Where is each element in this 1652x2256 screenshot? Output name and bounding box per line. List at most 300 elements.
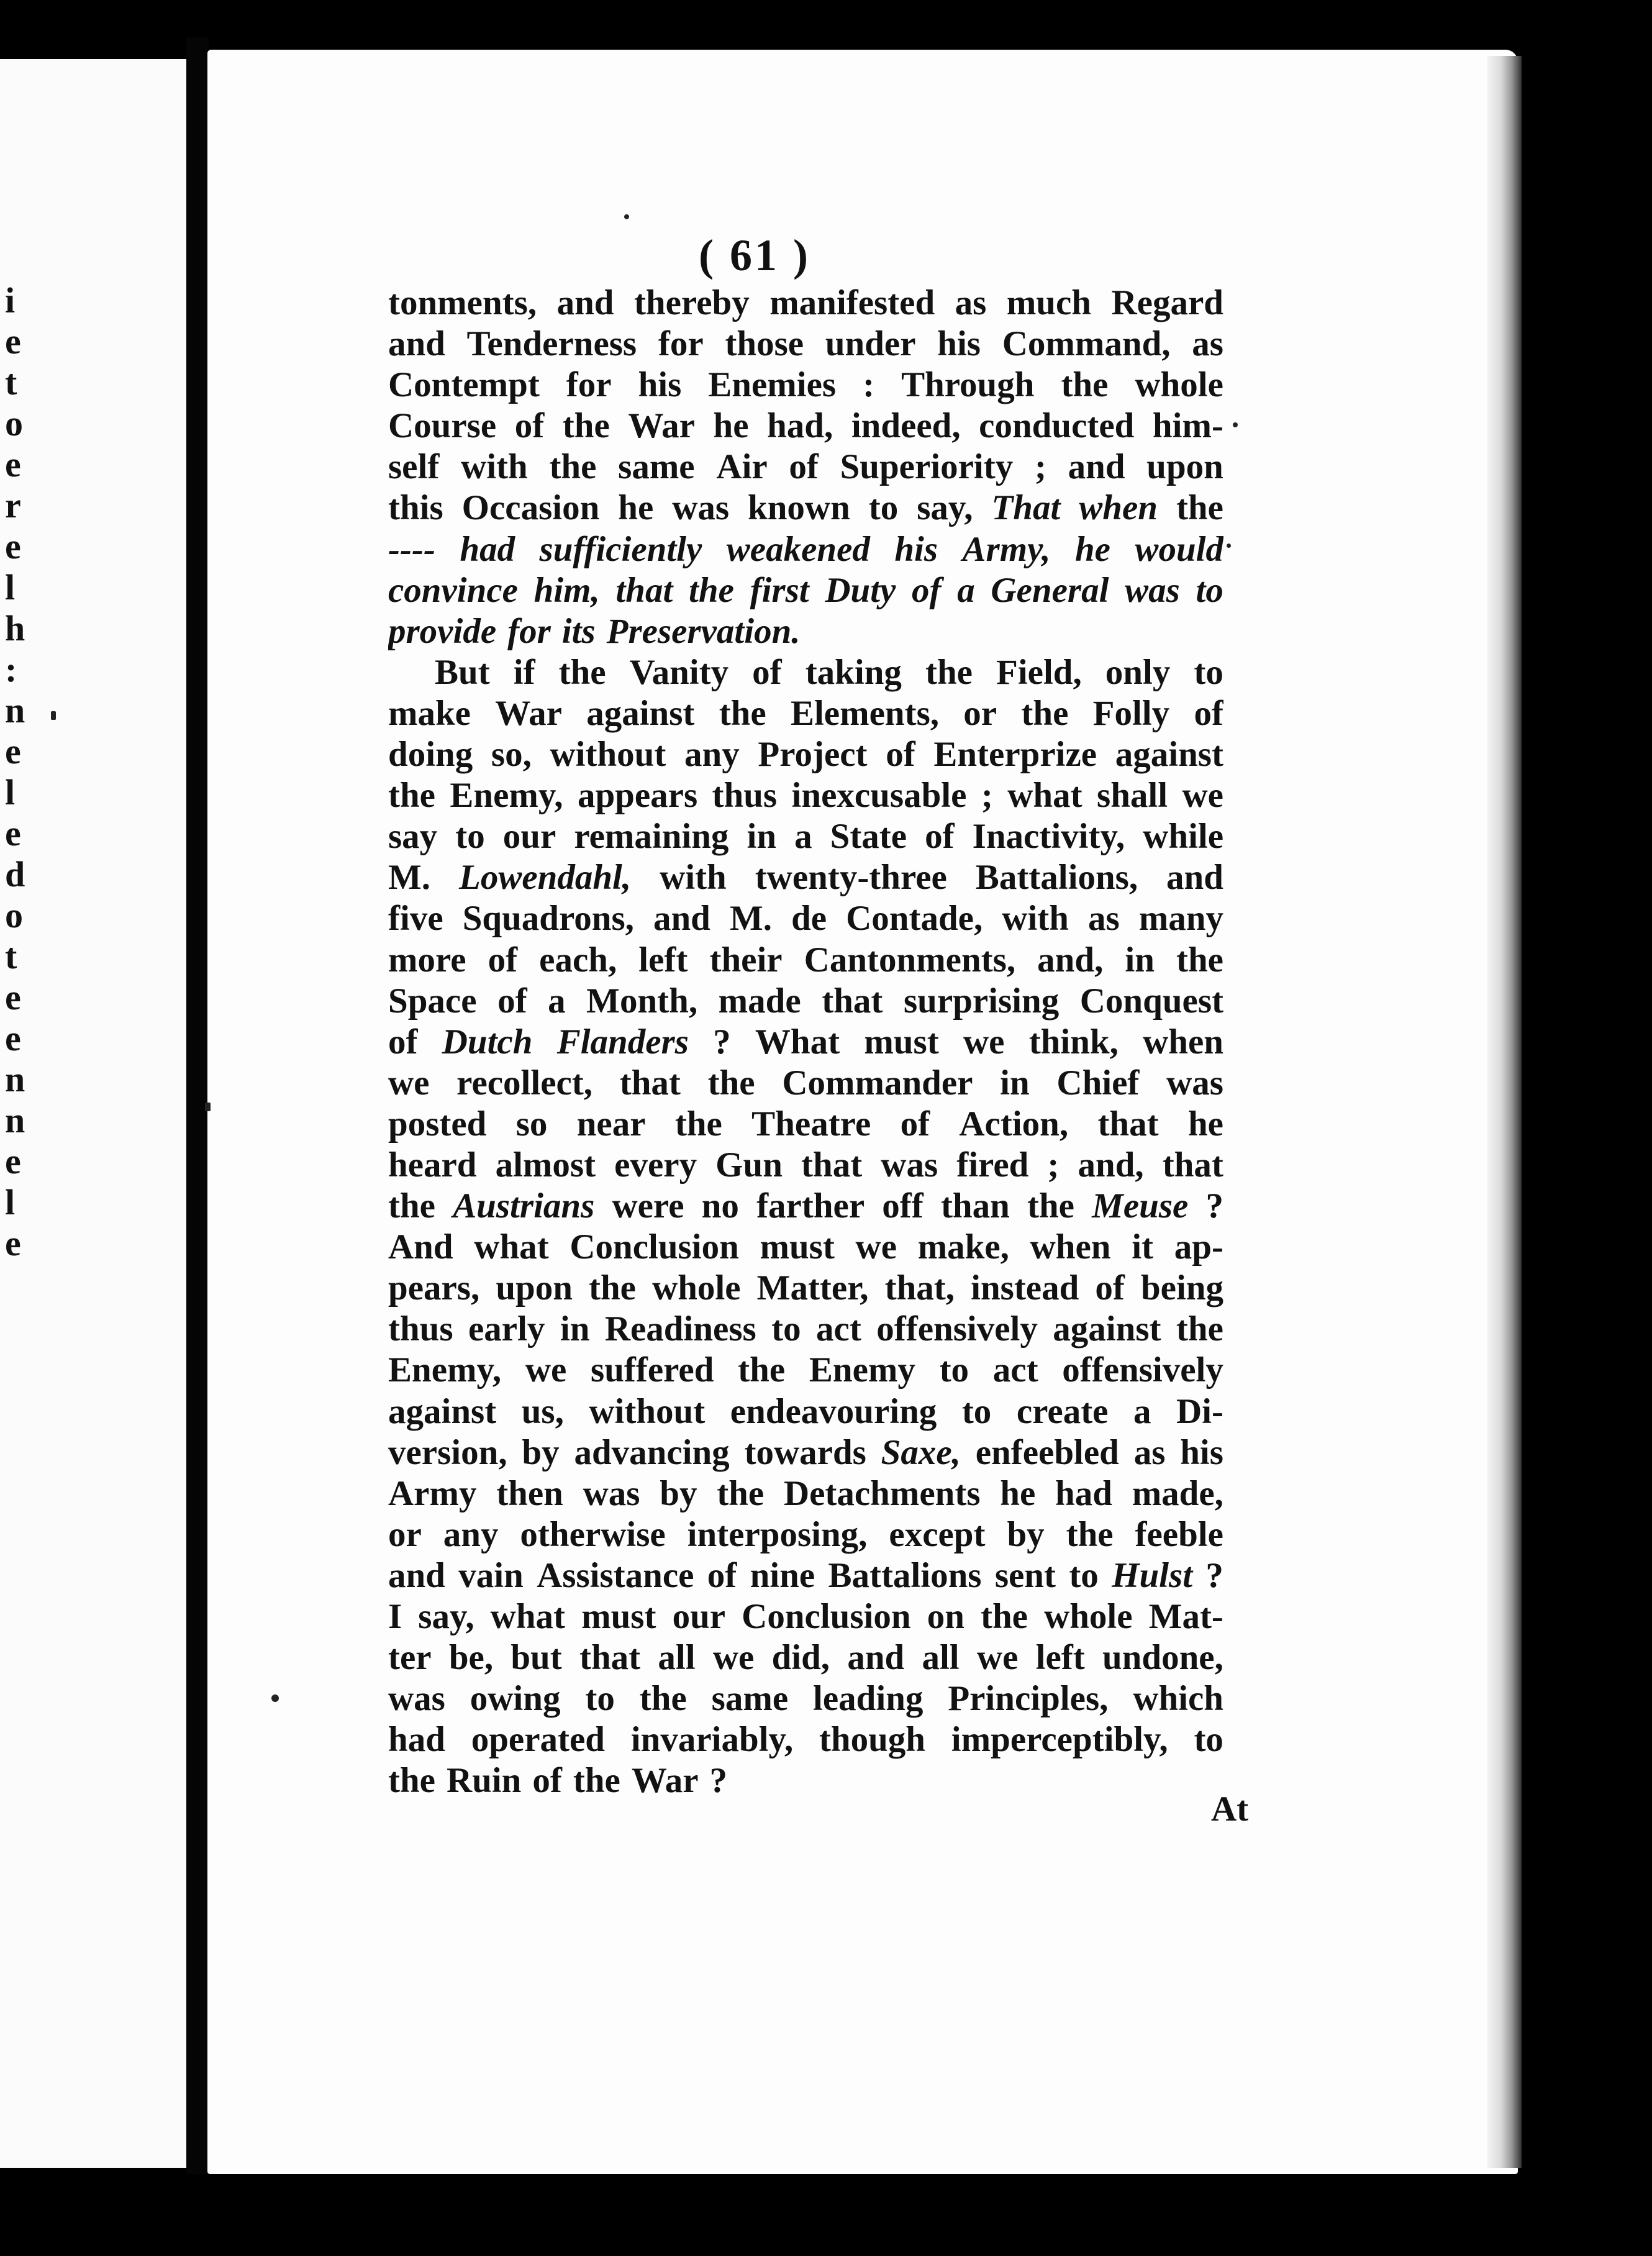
- text-word: :: [863, 365, 875, 405]
- text-word: or: [388, 1514, 422, 1554]
- text-word: I: [388, 1597, 402, 1636]
- text-word: what: [490, 1597, 566, 1636]
- text-word: Assistance: [537, 1555, 694, 1595]
- text-line: [388, 898, 1223, 939]
- text-word: Contempt: [388, 365, 540, 405]
- text-word: so: [515, 1104, 548, 1144]
- text-word: a: [1133, 1391, 1151, 1431]
- text-word: posted: [388, 1104, 487, 1144]
- text-word: the: [689, 570, 734, 610]
- text-word: this: [388, 488, 443, 528]
- margin-glyph: l: [5, 772, 16, 812]
- text-word: many: [1138, 899, 1223, 939]
- text-word: to: [1069, 1555, 1099, 1595]
- text-word: ?: [713, 1022, 731, 1062]
- text-word: the: [573, 1761, 620, 1801]
- text-line: [388, 488, 1223, 529]
- text-word: the: [562, 406, 610, 446]
- page-edge-shadow: [1487, 56, 1522, 2168]
- text-word: the: [980, 1597, 1028, 1636]
- text-word: Matter,: [756, 1268, 869, 1308]
- text-line: [388, 365, 1223, 406]
- text-word: Lowendahl,: [459, 858, 632, 898]
- text-word: our: [502, 817, 556, 857]
- text-word: without: [589, 1391, 706, 1431]
- text-word: conducted: [979, 406, 1135, 446]
- margin-glyph: :: [5, 649, 17, 689]
- text-word: had: [460, 529, 515, 569]
- text-word: imperceptibly,: [951, 1720, 1168, 1760]
- text-word: against: [388, 1391, 497, 1431]
- text-word: Vanity: [629, 652, 729, 692]
- text-line: [388, 1350, 1223, 1391]
- text-word: when: [1079, 488, 1158, 528]
- text-line: [388, 283, 1223, 324]
- text-word: against: [1053, 1309, 1161, 1349]
- text-word: recollect,: [456, 1063, 593, 1103]
- text-word: Course: [388, 406, 497, 446]
- text-word: Action,: [959, 1104, 1069, 1144]
- margin-glyph: e: [5, 444, 21, 484]
- text-word: the: [1066, 1514, 1114, 1554]
- text-word: and,: [1037, 940, 1104, 980]
- text-word: he: [618, 488, 654, 528]
- text-word: the: [589, 1268, 636, 1308]
- text-line: [388, 1309, 1223, 1350]
- text-word: except: [889, 1514, 986, 1554]
- text-word: against: [1115, 735, 1223, 775]
- margin-glyph: n: [5, 1100, 25, 1140]
- margin-glyph: d: [5, 854, 25, 894]
- text-word: upon: [496, 1268, 573, 1308]
- text-word: State: [830, 817, 907, 857]
- text-word: Conclusion: [742, 1597, 911, 1636]
- text-word: were: [612, 1186, 684, 1226]
- margin-glyph: n: [5, 1059, 25, 1099]
- margin-glyph: e: [5, 526, 21, 566]
- text-line: [388, 1637, 1223, 1678]
- text-word: Project: [758, 735, 868, 775]
- text-word: more: [388, 940, 466, 980]
- text-word: leading: [813, 1679, 924, 1719]
- text-line: [388, 1678, 1223, 1719]
- text-word: was: [881, 1145, 938, 1185]
- text-word: Principles,: [948, 1679, 1109, 1719]
- text-line: [388, 857, 1223, 898]
- text-word: ;: [1047, 1145, 1060, 1185]
- text-word: the: [674, 1104, 722, 1144]
- ink-speck: [205, 1103, 211, 1111]
- margin-glyph: t: [5, 362, 17, 403]
- text-word: otherwise: [520, 1514, 666, 1554]
- text-word: endeavouring: [730, 1391, 937, 1431]
- text-word: our: [672, 1597, 726, 1636]
- text-word: Gun: [715, 1145, 783, 1185]
- text-word: Field,: [996, 652, 1082, 692]
- text-word: and: [847, 1638, 905, 1678]
- ink-speck: [1233, 422, 1238, 427]
- text-word: sent: [994, 1555, 1056, 1595]
- text-word: Enemy,: [450, 776, 563, 816]
- text-word: Tenderness: [466, 324, 637, 364]
- text-word: was: [388, 1679, 445, 1719]
- text-word: thus: [388, 1309, 453, 1349]
- text-word: him,: [533, 570, 600, 610]
- text-line: [388, 981, 1223, 1022]
- text-word: as: [955, 283, 987, 322]
- text-word: Folly: [1092, 693, 1170, 733]
- text-word: left: [638, 940, 688, 980]
- text-word: five: [388, 899, 443, 939]
- text-word: of: [488, 940, 518, 980]
- text-word: each,: [539, 940, 617, 980]
- text-word: we: [855, 1227, 897, 1267]
- text-word: of: [388, 1022, 418, 1062]
- text-word: in: [1000, 1063, 1030, 1103]
- text-word: fired: [956, 1145, 1029, 1185]
- text-word: as: [1192, 324, 1223, 364]
- text-word: Detachments: [783, 1473, 981, 1513]
- text-word: and: [1068, 447, 1125, 487]
- text-word: Preservation.: [606, 611, 801, 651]
- text-line: [388, 447, 1223, 488]
- margin-glyph: e: [5, 321, 21, 362]
- text-word: off: [882, 1186, 924, 1226]
- text-word: only: [1105, 652, 1171, 692]
- text-word: the: [717, 1473, 765, 1513]
- text-word: we: [388, 1063, 430, 1103]
- text-word: without: [550, 735, 666, 775]
- text-line: [388, 1022, 1223, 1063]
- text-word: the: [388, 776, 435, 816]
- text-word: to: [1196, 570, 1223, 610]
- text-word: same: [618, 447, 695, 487]
- text-word: the: [1176, 488, 1223, 528]
- text-word: Superiority: [840, 447, 1014, 487]
- text-word: though: [819, 1720, 925, 1760]
- text-word: sufficiently: [539, 529, 702, 569]
- text-word: same: [711, 1679, 789, 1719]
- text-word: we: [976, 1638, 1019, 1678]
- text-word: which: [1133, 1679, 1223, 1719]
- margin-glyph: l: [5, 1182, 16, 1222]
- text-word: we: [1182, 776, 1223, 816]
- text-word: Army: [388, 1473, 477, 1513]
- text-word: whole: [652, 1268, 741, 1308]
- text-word: Inactivity,: [972, 817, 1125, 857]
- text-word: pears,: [388, 1268, 480, 1308]
- text-word: in: [747, 817, 777, 857]
- text-word: was: [583, 1473, 640, 1513]
- text-word: with: [1002, 899, 1069, 939]
- text-word: to: [1194, 652, 1223, 692]
- text-word: Saxe,: [881, 1432, 961, 1472]
- text-word: that: [822, 981, 883, 1021]
- text-word: to: [585, 1679, 615, 1719]
- text-word: feeble: [1135, 1514, 1223, 1554]
- text-word: when: [1030, 1227, 1111, 1267]
- text-word: whole: [1135, 365, 1223, 405]
- text-word: say: [388, 817, 438, 857]
- text-word: a: [957, 570, 975, 610]
- text-word: Squadrons,: [462, 899, 634, 939]
- text-word: Battalions,: [975, 858, 1138, 898]
- text-word: his: [638, 365, 682, 405]
- text-word: what: [474, 1227, 549, 1267]
- text-word: with: [660, 858, 727, 898]
- text-word: surprising: [903, 981, 1060, 1021]
- text-word: to: [1194, 1720, 1223, 1760]
- text-word: its: [561, 611, 596, 651]
- text-word: provide: [388, 611, 497, 651]
- text-word: us,: [521, 1391, 564, 1431]
- text-word: that: [615, 570, 673, 610]
- text-word: of: [707, 1555, 737, 1595]
- text-word: make,: [917, 1227, 1009, 1267]
- margin-glyph: e: [5, 1141, 21, 1181]
- margin-glyph: l: [5, 567, 16, 607]
- text-word: he: [713, 406, 749, 446]
- text-word: act: [992, 1350, 1038, 1390]
- text-word: the: [925, 652, 973, 692]
- text-word: Enemies: [708, 365, 837, 405]
- text-line: [388, 1596, 1223, 1637]
- text-word: manifested: [769, 283, 935, 322]
- text-word: inexcusable: [791, 776, 967, 816]
- text-word: War: [628, 406, 695, 446]
- text-word: Di-: [1176, 1391, 1223, 1431]
- text-word: Ruin: [446, 1761, 522, 1801]
- text-line: [388, 940, 1223, 981]
- text-word: we: [712, 1638, 755, 1678]
- text-word: of: [1095, 1268, 1125, 1308]
- text-word: had,: [767, 406, 833, 446]
- text-word: the: [1021, 693, 1069, 733]
- text-word: Through: [901, 365, 1035, 405]
- text-line: [388, 611, 1223, 652]
- text-word: Enterprize: [933, 735, 1097, 775]
- facing-page-left: [0, 59, 189, 2168]
- text-word: the: [707, 1063, 755, 1103]
- text-word: say,: [418, 1597, 474, 1636]
- margin-glyph: i: [5, 280, 16, 321]
- text-word: any: [443, 1514, 499, 1554]
- ink-speck: [624, 214, 629, 219]
- text-word: the: [1176, 940, 1223, 980]
- text-word: Commander: [782, 1063, 973, 1103]
- text-word: and: [1166, 858, 1223, 898]
- text-word: then: [496, 1473, 563, 1513]
- text-line: [388, 775, 1223, 816]
- text-line: [388, 406, 1223, 447]
- text-line: [388, 652, 1223, 693]
- text-word: must: [760, 1227, 835, 1267]
- text-word: indeed,: [851, 406, 961, 446]
- text-word: of: [497, 981, 527, 1021]
- margin-glyph: r: [5, 485, 21, 525]
- text-word: made: [718, 981, 801, 1021]
- text-word: in: [1125, 940, 1155, 980]
- text-line: [388, 1227, 1223, 1268]
- text-word: of: [900, 1104, 930, 1144]
- text-word: Command,: [1002, 324, 1171, 364]
- ink-speck: [51, 711, 56, 720]
- text-word: that: [579, 1638, 641, 1678]
- text-word: as: [1088, 899, 1120, 939]
- text-word: shall: [1097, 776, 1168, 816]
- text-word: think,: [1028, 1022, 1119, 1062]
- text-word: create: [1016, 1391, 1109, 1431]
- text-word: ;: [1034, 447, 1046, 487]
- text-word: thus: [712, 776, 778, 816]
- text-line: [388, 734, 1223, 775]
- text-word: being: [1140, 1268, 1223, 1308]
- text-line: [388, 1063, 1223, 1104]
- text-word: almost: [495, 1145, 596, 1185]
- text-word: heard: [388, 1145, 477, 1185]
- text-word: Conquest: [1079, 981, 1223, 1021]
- text-word: Enemy: [809, 1350, 915, 1390]
- text-word: the: [558, 652, 606, 692]
- text-word: on: [927, 1597, 964, 1636]
- text-word: Mat-: [1148, 1597, 1223, 1636]
- text-word: Air: [716, 447, 768, 487]
- text-word: to: [939, 1350, 969, 1390]
- text-word: of: [789, 447, 819, 487]
- text-word: all: [658, 1638, 696, 1678]
- text-word: for: [566, 365, 612, 405]
- text-word: doing: [388, 735, 473, 775]
- text-word: must: [864, 1022, 939, 1062]
- text-word: was: [1125, 570, 1180, 610]
- text-word: War: [495, 693, 562, 733]
- text-word: his: [894, 529, 938, 569]
- text-word: ?: [1205, 1555, 1223, 1595]
- text-word: that: [801, 1145, 863, 1185]
- text-word: Enemy,: [388, 1350, 502, 1390]
- text-line: [388, 693, 1223, 734]
- text-line: [388, 570, 1223, 611]
- text-word: had: [388, 1720, 445, 1760]
- text-word: those: [725, 324, 804, 364]
- text-word: the: [1061, 365, 1109, 405]
- text-word: Dutch: [442, 1022, 533, 1062]
- text-line: [388, 1514, 1223, 1555]
- text-word: thereby: [633, 283, 750, 322]
- text-word: Cantonments,: [804, 940, 1016, 980]
- text-word: ter: [388, 1638, 432, 1678]
- text-word: we: [525, 1350, 567, 1390]
- text-word: that: [1162, 1145, 1223, 1185]
- text-word: to: [455, 817, 485, 857]
- text-word: or: [963, 693, 997, 733]
- text-word: M.: [388, 858, 431, 898]
- text-word: the: [549, 447, 597, 487]
- text-word: General: [991, 570, 1109, 610]
- text-word: Army,: [962, 529, 1051, 569]
- text-word: tonments,: [388, 283, 537, 322]
- text-word: invariably,: [630, 1720, 794, 1760]
- text-word: offensively: [1062, 1350, 1223, 1390]
- text-word: early: [468, 1309, 545, 1349]
- text-word: made,: [1132, 1473, 1223, 1513]
- text-word: near: [576, 1104, 646, 1144]
- text-word: And: [388, 1227, 453, 1267]
- text-word: weakened: [726, 529, 870, 569]
- text-line: [388, 1760, 1223, 1801]
- text-line: [388, 1473, 1223, 1514]
- text-word: he: [1000, 1473, 1036, 1513]
- text-word: every: [614, 1145, 697, 1185]
- text-line: [388, 324, 1223, 365]
- text-word: first: [750, 570, 809, 610]
- text-line: [388, 1719, 1223, 1760]
- text-word: and: [388, 324, 445, 364]
- text-word: that,: [884, 1268, 955, 1308]
- text-word: Theatre: [751, 1104, 871, 1144]
- text-word: twenty-three: [755, 858, 947, 898]
- text-word: his: [1180, 1432, 1223, 1472]
- text-word: Month,: [586, 981, 698, 1021]
- text-word: but: [511, 1638, 562, 1678]
- text-word: But: [435, 652, 490, 692]
- text-word: all: [922, 1638, 960, 1678]
- text-word: to: [961, 1391, 992, 1431]
- text-word: Occasion: [461, 488, 600, 528]
- text-word: offensively: [876, 1309, 1038, 1349]
- text-word: whole: [1044, 1597, 1133, 1636]
- text-word: a: [794, 817, 812, 857]
- text-word: he: [1187, 1104, 1223, 1144]
- margin-glyph: e: [5, 731, 21, 771]
- text-word: no: [701, 1186, 739, 1226]
- page-number: ( 61 ): [699, 230, 810, 280]
- text-word: and: [556, 283, 614, 322]
- margin-glyph: e: [5, 1223, 21, 1263]
- margin-glyph: o: [5, 895, 23, 935]
- text-word: the: [738, 1350, 786, 1390]
- text-word: the: [388, 1186, 435, 1226]
- text-word: Contade,: [846, 899, 983, 939]
- margin-glyph: o: [5, 403, 23, 443]
- text-word: that: [1097, 1104, 1159, 1144]
- text-word: advancing: [574, 1432, 730, 1472]
- text-word: enfeebled: [975, 1432, 1119, 1472]
- text-word: of: [514, 406, 545, 446]
- text-word: for: [658, 324, 704, 364]
- text-word: the: [1027, 1186, 1074, 1226]
- text-word: the: [388, 1761, 435, 1801]
- text-word: left: [1035, 1638, 1085, 1678]
- text-word: ;: [981, 776, 993, 816]
- text-word: while: [1143, 817, 1223, 857]
- text-line: [388, 1186, 1223, 1227]
- text-word: by: [1007, 1514, 1045, 1554]
- ink-speck: [271, 1694, 279, 1702]
- text-word: make: [388, 693, 471, 733]
- text-word: Regard: [1111, 283, 1223, 322]
- text-word: he: [1074, 529, 1110, 569]
- text-word: and,: [1078, 1145, 1144, 1185]
- text-word: against: [586, 693, 695, 733]
- text-word: the: [1176, 1309, 1223, 1349]
- text-word: interposing,: [687, 1514, 868, 1554]
- catchword: At: [1211, 1790, 1249, 1829]
- margin-glyph: n: [5, 690, 25, 730]
- text-word: to: [868, 488, 899, 528]
- text-word: would: [1135, 529, 1223, 569]
- text-word: de: [791, 899, 827, 939]
